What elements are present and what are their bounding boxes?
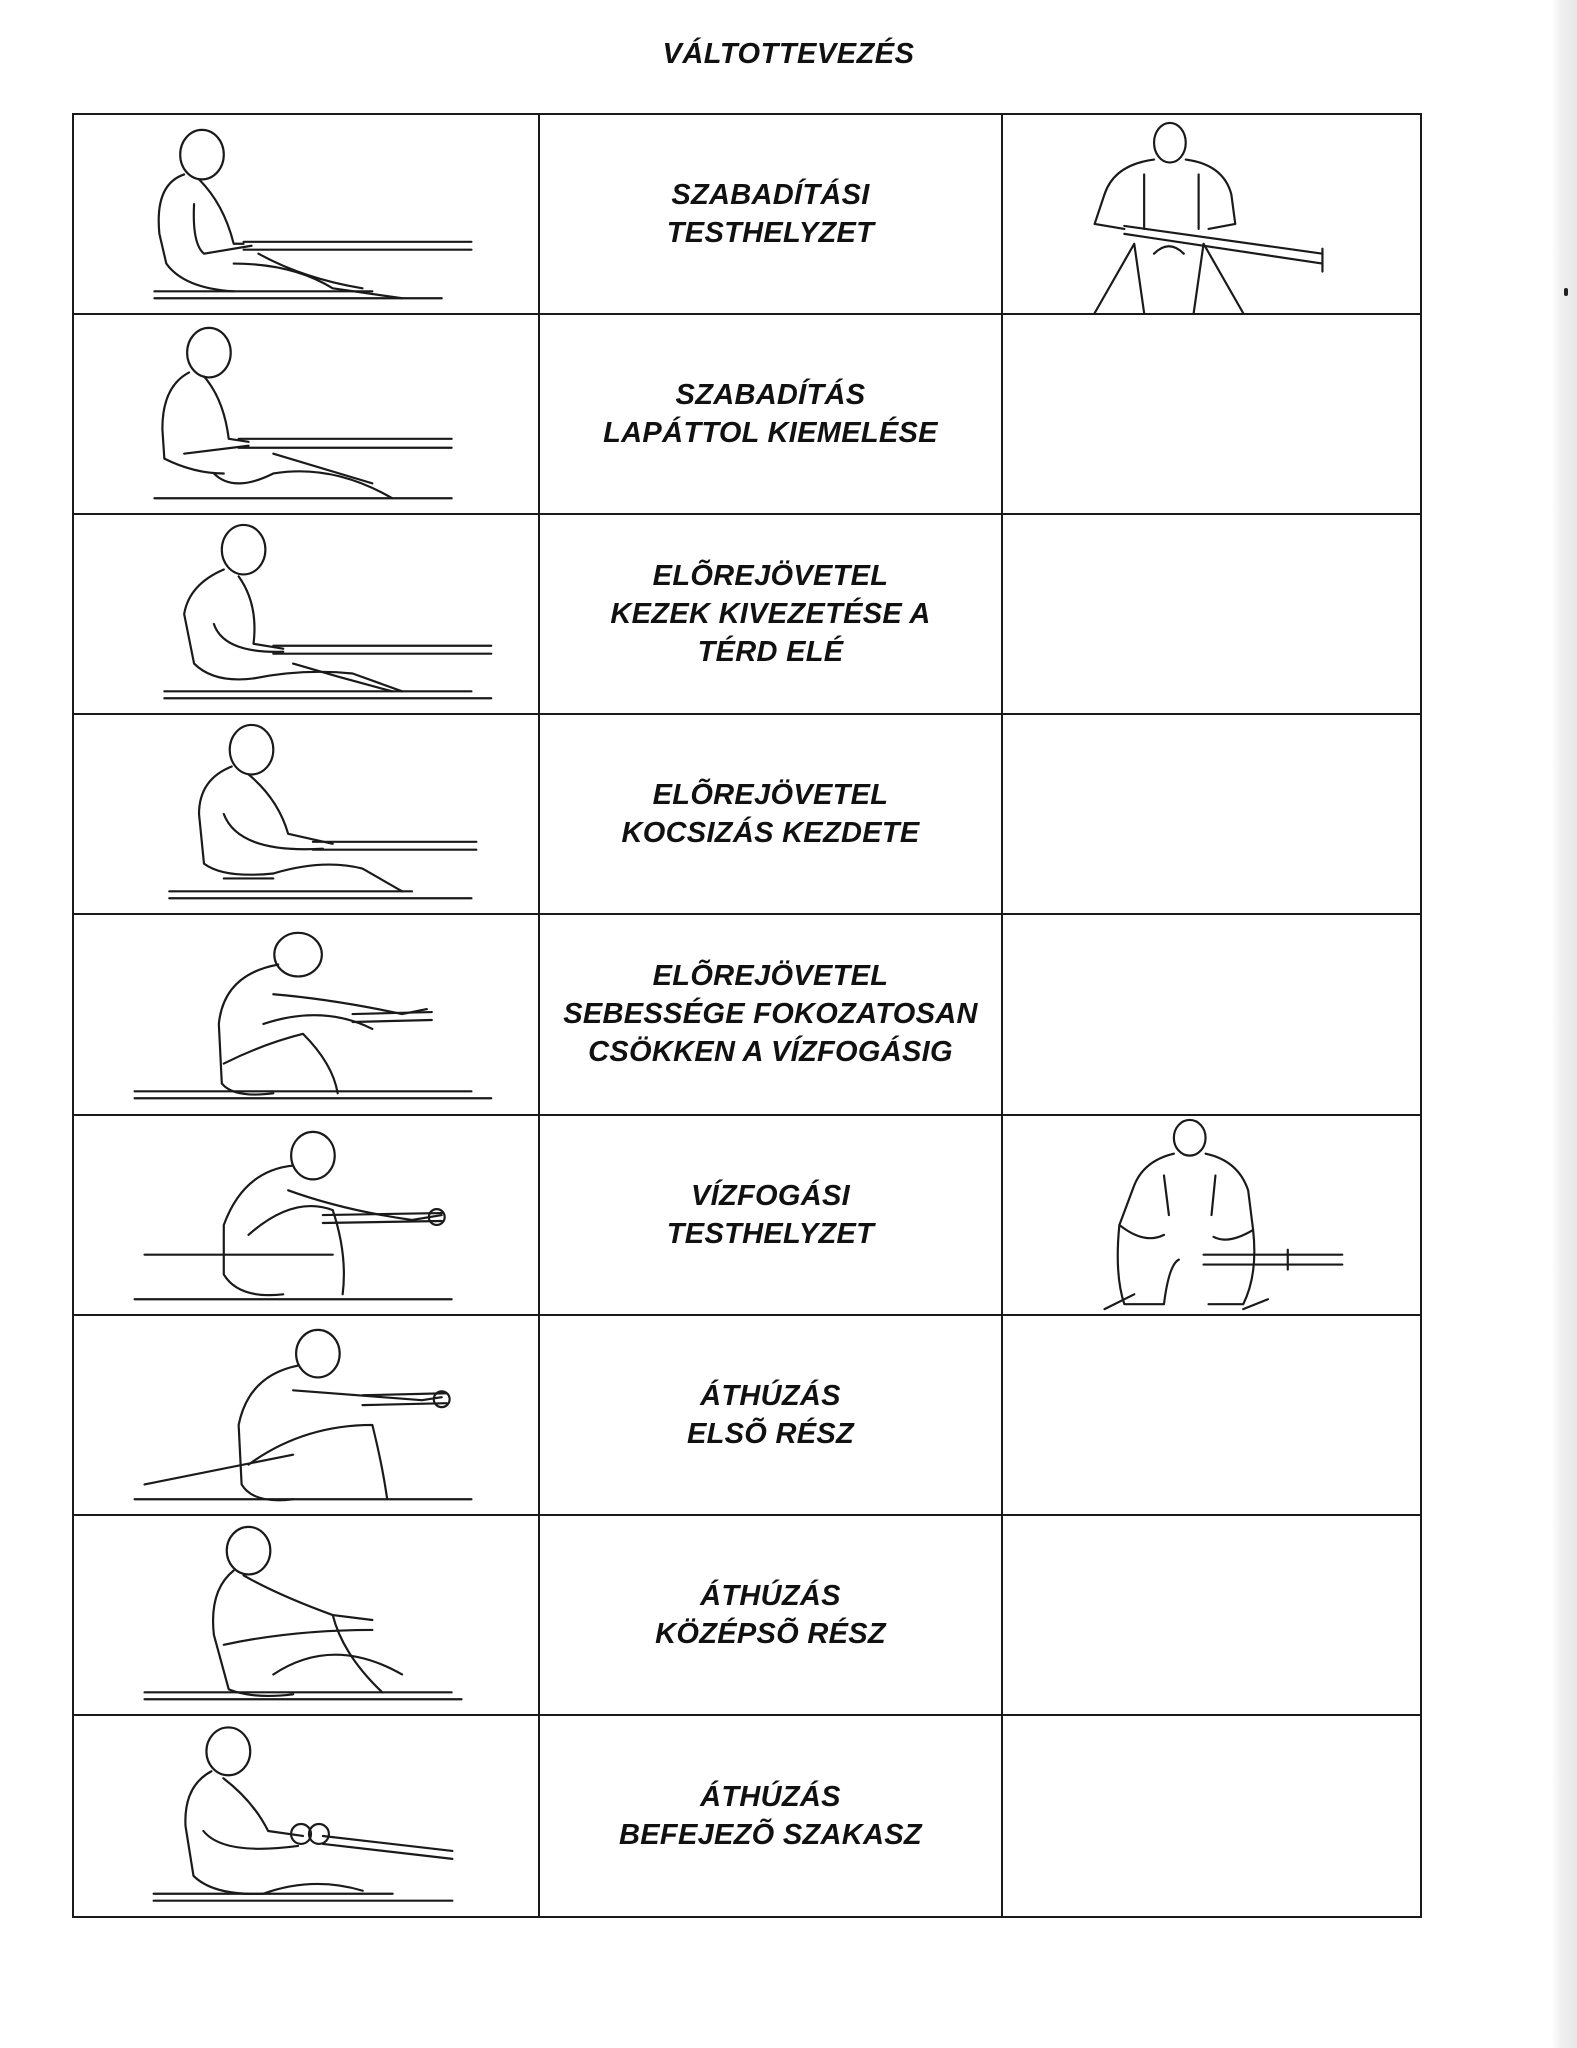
stroke-phase-label-cell — [540, 1316, 1003, 1516]
stroke-phase-label-cell — [540, 1516, 1003, 1716]
stroke-phase-label-cell — [540, 915, 1003, 1115]
stroke-phase-label: ELÕREJÖVETEL KOCSIZÁS KEZDETE — [621, 779, 920, 850]
front-view-figure-cell — [1003, 115, 1420, 315]
stroke-phase-label-cell — [540, 715, 1003, 915]
side-view-figure-cell — [74, 1516, 540, 1716]
page-edge-shadow — [1551, 0, 1577, 2048]
rower-slide-start-side-icon — [74, 715, 538, 913]
rower-drive-first-side-icon — [74, 1316, 538, 1514]
rower-drive-middle-side-icon — [74, 1516, 538, 1714]
stroke-phase-label: SZABADÍTÁS LAPÁTTOL KIEMELÉSE — [603, 379, 938, 450]
empty-cell — [1003, 1316, 1420, 1516]
binding-hole-mark — [1564, 288, 1568, 296]
empty-cell — [1003, 715, 1420, 915]
stroke-phase-label: ELÕREJÖVETEL KEZEK KIVEZETÉSE A TÉRD ELÉ — [610, 560, 931, 669]
empty-cell — [1003, 515, 1420, 715]
stroke-phase-label: SZABADÍTÁSI TESTHELYZET — [666, 179, 875, 250]
side-view-figure-cell — [74, 1116, 540, 1316]
rower-hands-away-side-icon — [74, 515, 538, 713]
stroke-phase-label-cell — [540, 1116, 1003, 1316]
stroke-phase-label: ELÕREJÖVETEL SEBESSÉGE FOKOZATOSAN CSÖKKEN A VÍZFOGÁSIG — [563, 960, 978, 1069]
stroke-phase-table — [72, 113, 1422, 1918]
rower-recovery-side-icon — [74, 915, 538, 1113]
empty-cell — [1003, 1516, 1420, 1716]
stroke-phase-label: VÍZFOGÁSI TESTHELYZET — [666, 1179, 875, 1250]
side-view-figure-cell — [74, 515, 540, 715]
rower-extraction-side-icon — [74, 315, 538, 513]
rower-catch-side-icon — [74, 1116, 538, 1314]
empty-cell — [1003, 1716, 1420, 1916]
side-view-figure-cell — [74, 115, 540, 315]
empty-cell — [1003, 915, 1420, 1115]
side-view-figure-cell — [74, 1716, 540, 1916]
stroke-phase-label: ÁTHÚZÁS ELSÕ RÉSZ — [686, 1379, 855, 1450]
stroke-phase-label: ÁTHÚZÁS BEFEJEZÕ SZAKASZ — [619, 1780, 922, 1851]
stroke-phase-label-cell — [540, 1716, 1003, 1916]
rower-finish-front-icon — [1003, 115, 1420, 313]
stroke-phase-label-cell — [540, 515, 1003, 715]
front-view-figure-cell — [1003, 1116, 1420, 1316]
side-view-figure-cell — [74, 715, 540, 915]
side-view-figure-cell — [74, 1316, 540, 1516]
rower-finish-side-icon — [74, 115, 538, 313]
empty-cell — [1003, 315, 1420, 515]
stroke-phase-label-cell — [540, 115, 1003, 315]
side-view-figure-cell — [74, 915, 540, 1115]
side-view-figure-cell — [74, 315, 540, 515]
page-title: VÁLTOTTEVEZÉS — [662, 38, 915, 70]
stroke-phase-label: ÁTHÚZÁS KÖZÉPSÕ RÉSZ — [655, 1579, 886, 1650]
stroke-phase-label-cell — [540, 315, 1003, 515]
rower-drive-finish-side-icon — [74, 1716, 538, 1916]
rower-catch-front-icon — [1003, 1116, 1420, 1314]
